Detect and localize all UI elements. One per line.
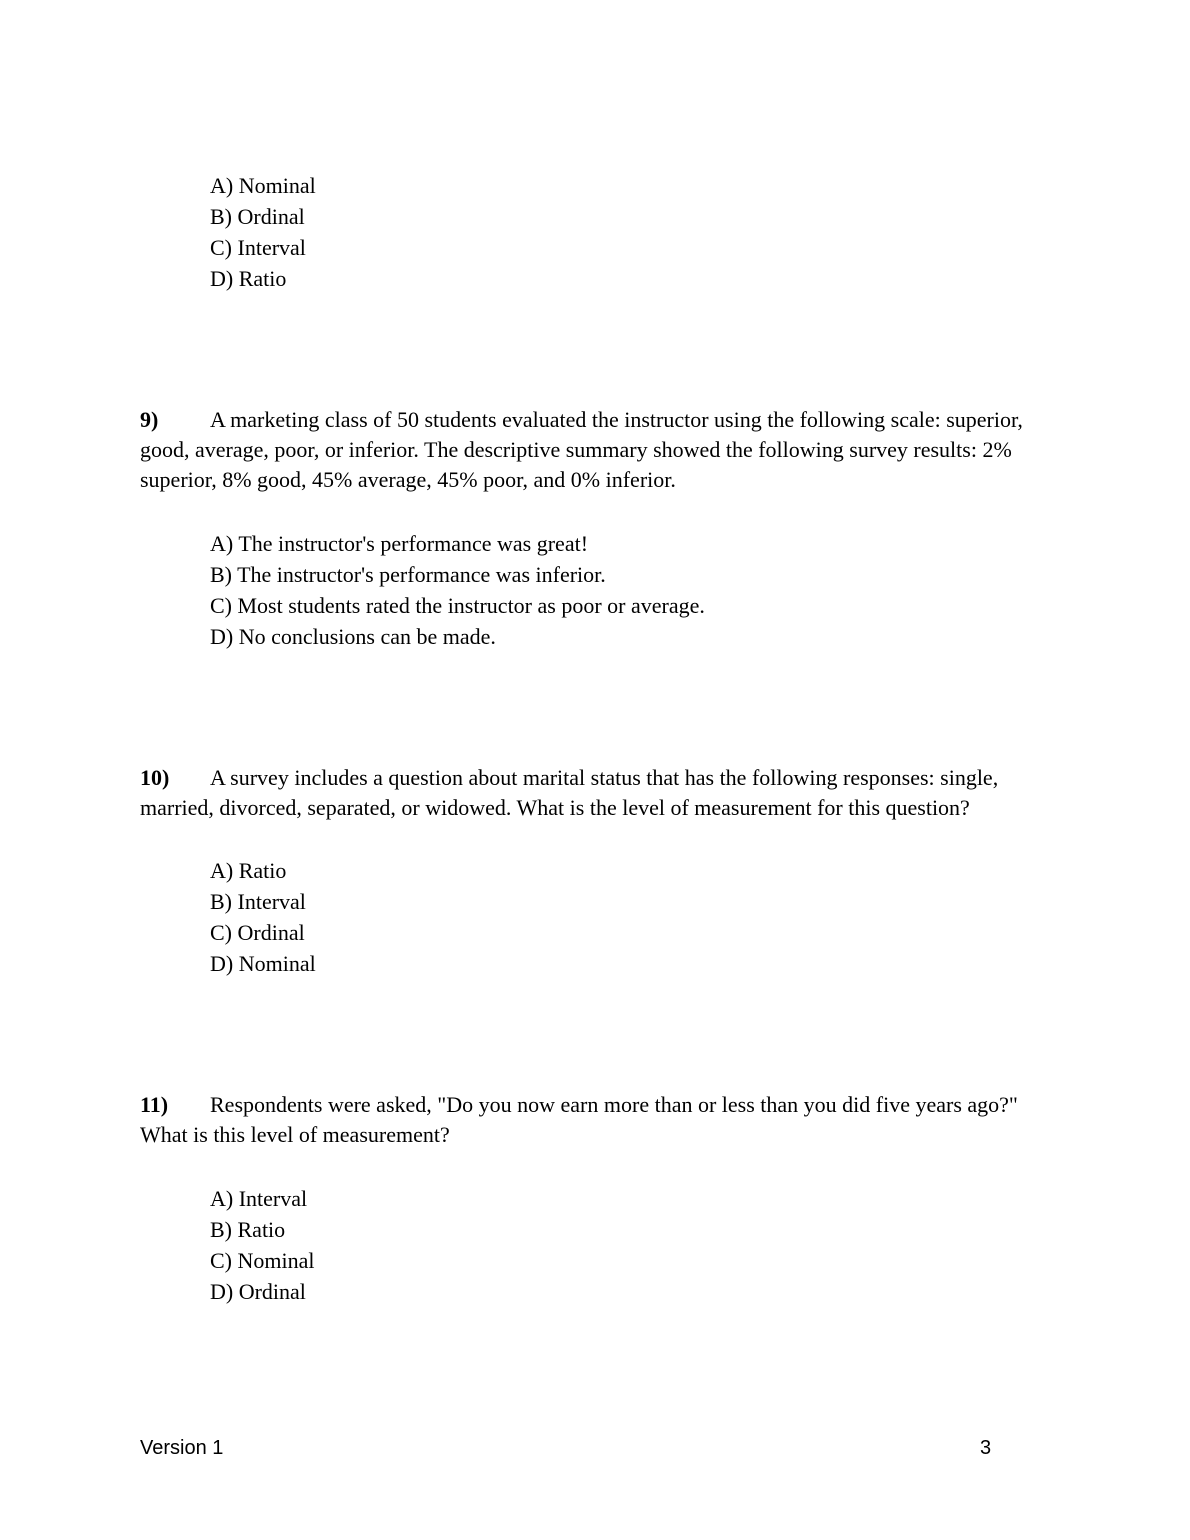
option: B) Ordinal [210, 204, 305, 229]
option: C) Most students rated the instructor as poor or average. [210, 593, 705, 618]
option: B) Ratio [210, 1217, 286, 1242]
option: D) No conclusions can be made. [210, 624, 496, 649]
option: C) Nominal [210, 1248, 315, 1273]
question-11-options [210, 1183, 315, 1307]
option: D) Ratio [210, 266, 287, 291]
question-number: 10) [140, 765, 170, 790]
question-10-options [210, 855, 316, 979]
question-text: A survey includes a question about marital status that has the following responses: single, married, divorced, separated, or widowed. What is the level of measurement for this question? [140, 765, 999, 820]
option: D) Ordinal [210, 1279, 306, 1304]
question-text: A marketing class of 50 students evaluated the instructor using the following scale: superior, good, average, poor, or inferior. The descriptive summary showed the following survey results: 2% superior, 8% good, 45% average, 45% poor, and 0% inferior. [140, 407, 1023, 492]
option: C) Interval [210, 235, 306, 260]
question-11 [140, 1090, 1060, 1150]
option: A) Ratio [210, 858, 287, 883]
option: B) Interval [210, 889, 306, 914]
prev-question-options [210, 170, 316, 294]
question-9 [140, 405, 1060, 495]
question-number: 9) [140, 407, 159, 432]
question-text: Respondents were asked, "Do you now earn more than or less than you did five years ago?" What is this level of measurement? [140, 1092, 1018, 1147]
option: C) Ordinal [210, 920, 305, 945]
footer-page-number: 3 [980, 1437, 992, 1459]
option: A) The instructor's performance was great! [210, 531, 589, 556]
footer-version: Version 1 [140, 1437, 224, 1459]
option: A) Nominal [210, 173, 316, 198]
question-9-options [210, 528, 705, 652]
question-number: 11) [140, 1092, 169, 1117]
option: B) The instructor's performance was inferior. [210, 562, 606, 587]
option: A) Interval [210, 1186, 308, 1211]
question-10 [140, 763, 1060, 823]
option: D) Nominal [210, 951, 316, 976]
